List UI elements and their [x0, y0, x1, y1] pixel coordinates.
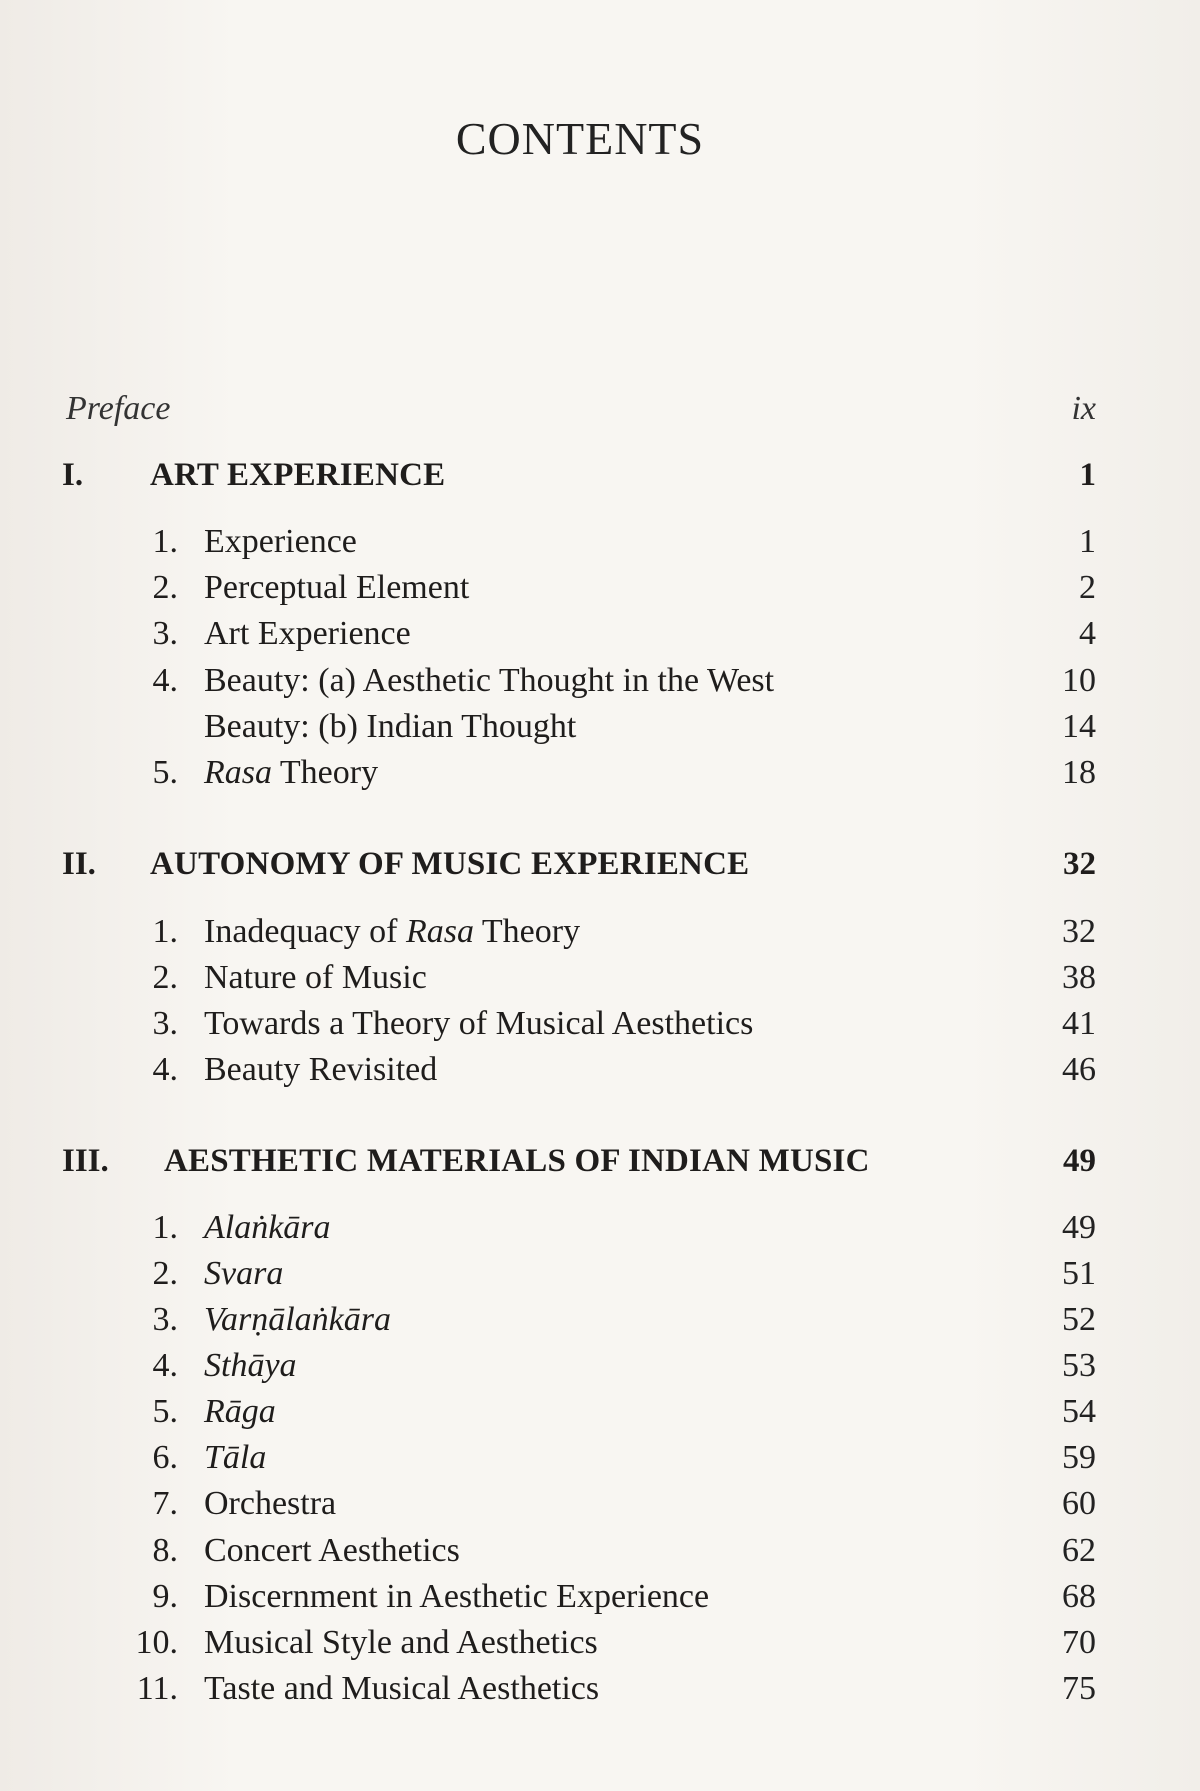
entry-title: Taste and Musical Aesthetics	[204, 1670, 600, 1707]
entry-title: Perceptual Element	[204, 569, 470, 606]
part-title: AUTONOMY OF MUSIC EXPERIENCE	[150, 846, 750, 882]
entry-title: Orchestra	[204, 1485, 337, 1522]
part-numeral: III.	[62, 1143, 109, 1179]
entry-number: 2.	[152, 569, 178, 606]
entry-page: 46	[1062, 1051, 1096, 1088]
part-title: AESTHETIC MATERIALS OF INDIAN MUSIC	[164, 1143, 870, 1179]
toc-entry	[0, 565, 1200, 611]
entry-page: 14	[1062, 708, 1096, 745]
entry-number: 1.	[152, 1209, 178, 1246]
toc-entry	[0, 1666, 1200, 1712]
toc-entry	[0, 658, 1200, 704]
toc-entry	[0, 704, 1200, 750]
part-page: 49	[1063, 1143, 1096, 1179]
toc-entry	[0, 1205, 1200, 1251]
toc-entry	[0, 519, 1200, 565]
toc-entry	[0, 1001, 1200, 1047]
entry-number: 5.	[152, 1393, 178, 1430]
entry-title: Beauty: (b) Indian Thought	[204, 708, 577, 745]
entry-page: 1	[1079, 523, 1096, 560]
toc-entry	[0, 1481, 1200, 1527]
entry-title: Varṇālaṅkāra	[204, 1301, 391, 1338]
entry-title: Tāla	[204, 1439, 267, 1476]
toc-entry	[0, 611, 1200, 657]
entry-title: Musical Style and Aesthetics	[204, 1624, 598, 1661]
entry-page: 59	[1062, 1439, 1096, 1476]
entry-title: Rāga	[204, 1393, 276, 1430]
entry-page: 53	[1062, 1347, 1096, 1384]
toc-entry	[0, 955, 1200, 1001]
entry-title: Inadequacy of Rasa Theory	[204, 913, 581, 950]
entry-page: 41	[1062, 1005, 1096, 1042]
entry-number: 6.	[152, 1439, 178, 1476]
entry-page: 60	[1062, 1485, 1096, 1522]
entry-title: Towards a Theory of Musical Aesthetics	[204, 1005, 754, 1042]
entry-title: Experience	[204, 523, 357, 560]
toc-part-2	[0, 841, 1200, 887]
toc-entry	[0, 1574, 1200, 1620]
entry-page: 4	[1079, 615, 1096, 652]
page-title: CONTENTS	[455, 113, 705, 164]
entry-title: Beauty: (a) Aesthetic Thought in the West	[204, 662, 775, 699]
toc-entry	[0, 909, 1200, 955]
entry-title: Nature of Music	[204, 959, 427, 996]
entry-page: 38	[1062, 959, 1096, 996]
entry-title: Art Experience	[204, 615, 411, 652]
entry-number: 3.	[152, 615, 178, 652]
toc-part-1	[0, 452, 1200, 498]
entry-title: Sthāya	[204, 1347, 297, 1384]
part-page: 32	[1063, 846, 1096, 882]
entry-number: 11.	[136, 1670, 178, 1707]
entry-title: Alaṅkāra	[204, 1209, 331, 1246]
toc-entry	[0, 1251, 1200, 1297]
toc-entry	[0, 1389, 1200, 1435]
entry-number: 3.	[152, 1005, 178, 1042]
preface-page: ix	[1071, 390, 1096, 427]
entry-number: 7.	[152, 1485, 178, 1522]
toc-part-3	[0, 1138, 1200, 1184]
entry-page: 49	[1062, 1209, 1096, 1246]
toc-entry	[0, 1528, 1200, 1574]
entry-page: 54	[1062, 1393, 1096, 1430]
entry-title: Discernment in Aesthetic Experience	[204, 1578, 710, 1615]
entry-page: 18	[1062, 754, 1096, 791]
entry-number: 8.	[152, 1532, 178, 1569]
entry-page: 70	[1062, 1624, 1096, 1661]
entry-page: 68	[1062, 1578, 1096, 1615]
entry-number: 3.	[152, 1301, 178, 1338]
part-numeral: I.	[62, 457, 84, 493]
entry-page: 51	[1062, 1255, 1096, 1292]
entry-number: 4.	[152, 1347, 178, 1384]
entry-number: 4.	[152, 662, 178, 699]
toc-entry	[0, 1435, 1200, 1481]
entry-number: 10.	[135, 1624, 178, 1661]
entry-number: 5.	[152, 754, 178, 791]
entry-page: 62	[1062, 1532, 1096, 1569]
entry-title: Beauty Revisited	[204, 1051, 438, 1088]
toc-preface	[0, 386, 1200, 432]
entry-number: 1.	[152, 913, 178, 950]
entry-number: 4.	[152, 1051, 178, 1088]
toc-entry	[0, 1343, 1200, 1389]
part-title: ART EXPERIENCE	[150, 457, 446, 493]
entry-page: 10	[1062, 662, 1096, 699]
entry-page: 75	[1062, 1670, 1096, 1707]
entry-number: 9.	[152, 1578, 178, 1615]
entry-title: Rasa Theory	[204, 754, 379, 791]
entry-page: 2	[1079, 569, 1096, 606]
toc-entry	[0, 750, 1200, 796]
entry-title: Svara	[204, 1255, 284, 1292]
part-numeral: II.	[62, 846, 96, 882]
toc-entry	[0, 1620, 1200, 1666]
entry-page: 52	[1062, 1301, 1096, 1338]
toc-entry	[0, 1047, 1200, 1093]
part-page: 1	[1079, 457, 1096, 493]
entry-number: 2.	[152, 1255, 178, 1292]
entry-title: Concert Aesthetics	[204, 1532, 460, 1569]
toc-entry	[0, 1297, 1200, 1343]
entry-number: 1.	[152, 523, 178, 560]
entry-number: 2.	[152, 959, 178, 996]
entry-page: 32	[1062, 913, 1096, 950]
preface-label: Preface	[66, 390, 171, 427]
